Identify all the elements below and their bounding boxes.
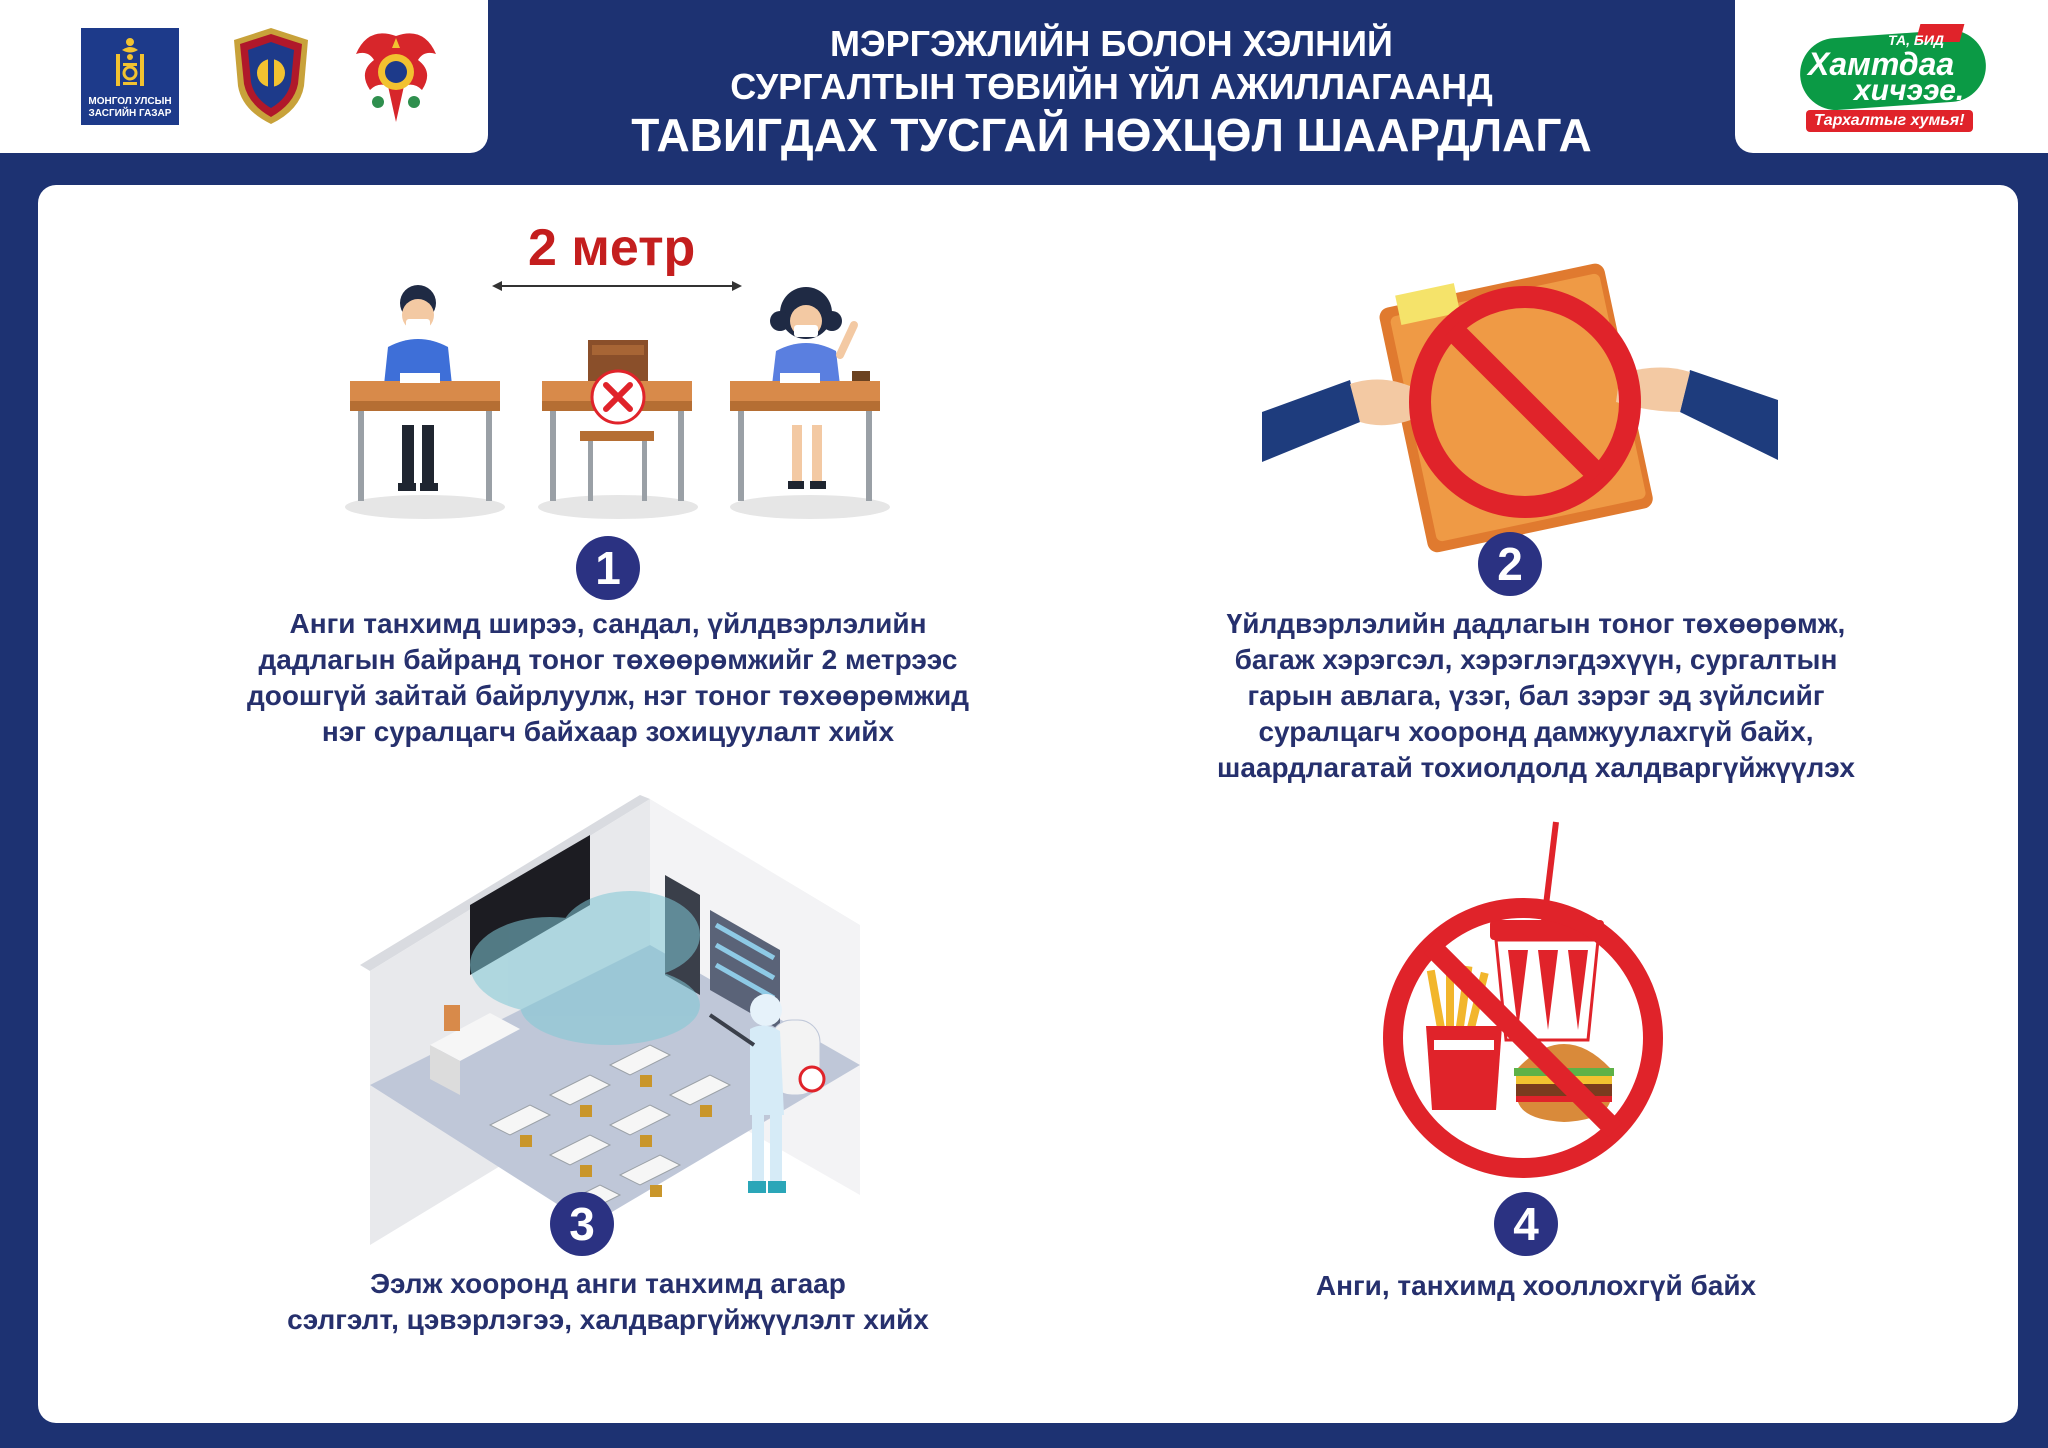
desk-3 bbox=[730, 371, 880, 501]
x-mark-icon bbox=[592, 371, 644, 423]
step-3-badge: 3 bbox=[550, 1192, 614, 1256]
desks-illustration bbox=[340, 285, 900, 525]
title-line-3: ТАВИГДАХ ТУСГАЙ НӨХЦӨЛ ШААРДЛАГА bbox=[631, 109, 1592, 161]
left-hand bbox=[1262, 379, 1416, 462]
campaign-small-text: ТА, БИД bbox=[1888, 32, 1944, 48]
campaign-tagline: Тархалтыг хумья! bbox=[1806, 110, 1973, 132]
step-4-caption: Анги, танхимд хооллохгүй байх bbox=[1315, 1270, 1757, 1301]
police-shield-icon bbox=[230, 26, 312, 126]
government-logo bbox=[81, 28, 179, 125]
title-line-2: СУРГАЛТЫН ТӨВИЙН ҮЙЛ АЖИЛЛАГААНД bbox=[730, 66, 1493, 107]
step-4-badge: 4 bbox=[1494, 1192, 1558, 1256]
soyombo-government-emblem-icon bbox=[113, 36, 147, 88]
step-1-badge: 1 bbox=[576, 536, 640, 600]
no-food-illustration bbox=[1378, 820, 1678, 1180]
step-1-caption: Анги танхимд ширээ, сандал, үйлдвэрлэлийн дадлагын байранд тоног төхөөрөмжийг 2 метрээс доошгүй зайтай байрлуулж, нэг тоног төхөөрөмжид нэг суралцагч байхаар зохицуулалт хийх bbox=[246, 608, 970, 747]
government-logo-text-1: МОНГОЛ УЛСЫН bbox=[88, 96, 172, 107]
government-logo-text-2: ЗАСГИЙН ГАЗАР bbox=[88, 108, 172, 119]
state-emblem-icon bbox=[348, 26, 444, 126]
title-line-1: МЭРГЭЖЛИЙН БОЛОН ХЭЛНИЙ bbox=[830, 23, 1393, 64]
step-3-caption: Ээлж хооронд анги танхимд агаар сэлгэлт, цэвэрлэгээ, халдваргүйжүүлэлт хийх bbox=[287, 1268, 929, 1335]
campaign-line-2: хичээе. bbox=[1854, 74, 1965, 107]
distance-label: 2 метр bbox=[528, 219, 696, 277]
campaign-logo bbox=[1788, 24, 1998, 134]
campaign-line-1: Хамтдаа bbox=[1808, 46, 1955, 82]
classroom-illustration bbox=[360, 795, 880, 1235]
step-2-caption: Үйлдвэрлэлийн дадлагын тоног төхөөрөмж, багаж хэрэгсэл, хэрэглэгдэхүүн, сургалтын гарын авлага, үзэг, бал зэрэг эд зүйлсийг суралцагч хооронд дамжуулахгүй байх, шаардлагатай тохиолдолд халдваргүйжүүлэх bbox=[1217, 608, 1855, 783]
step-2-badge: 2 bbox=[1478, 532, 1542, 596]
no-sharing-illustration bbox=[1260, 262, 1780, 537]
